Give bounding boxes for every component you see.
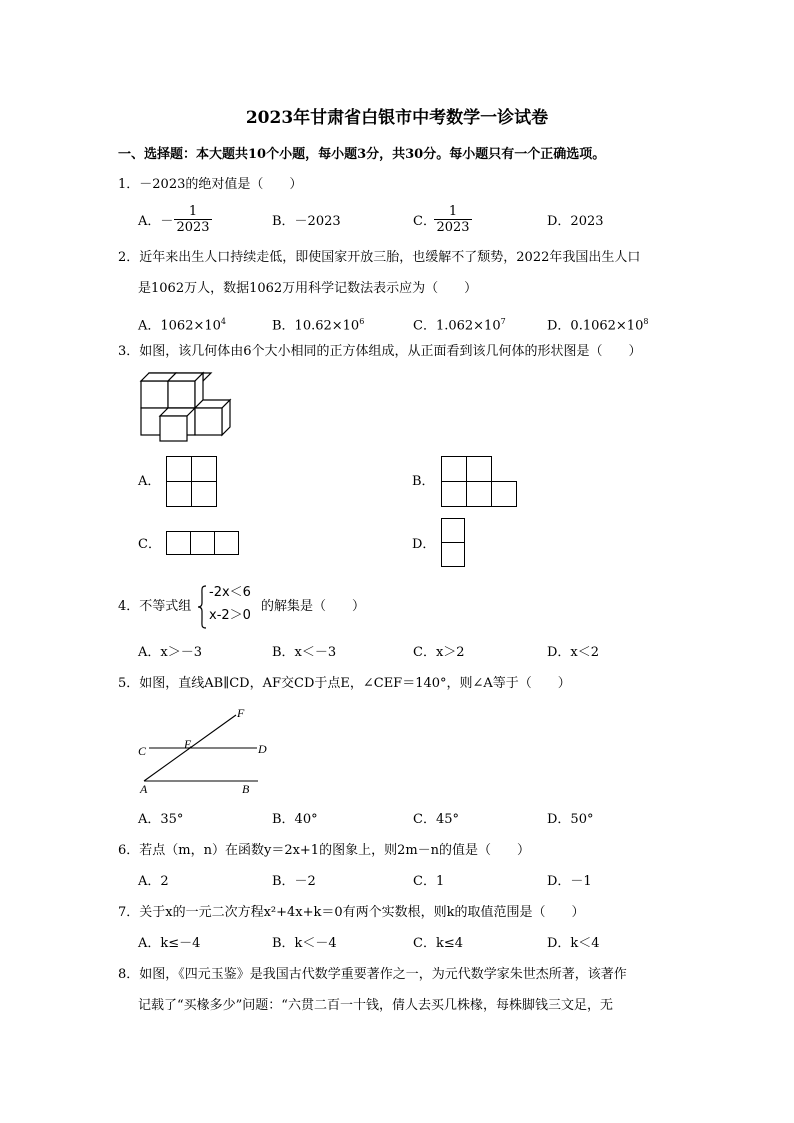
q7-option-a: A．k≤－4 [138, 936, 201, 951]
q5-parallel-lines-figure [132, 705, 282, 797]
q2-option-c [413, 314, 506, 334]
question-6-stem: 6．若点（m，n）在函数y＝2x+1的图象上，则2m－n的值是（ ） [118, 843, 531, 858]
q3-cube-figure [140, 372, 235, 442]
q1-c-numerator: 1 [448, 204, 458, 219]
q5-option-b: B．40° [272, 812, 318, 827]
q1-a-denominator: 2023 [176, 220, 210, 235]
q1-c-denominator: 2023 [436, 220, 470, 235]
question-8-line1: 8．如图，《四元玉鉴》是我国古代数学重要著作之一，为元代数学家朱世杰所著，该著作 [118, 967, 627, 982]
q2-option-d [547, 314, 648, 334]
q1-option-d: D．2023 [547, 214, 604, 229]
q4-option-d: D．x＜2 [547, 645, 600, 660]
q3-option-b-label: B． [412, 474, 435, 489]
q2-d-base: D．0.1062×10 [547, 318, 644, 334]
q5-option-a: A．35° [138, 812, 184, 827]
q2-c-exponent: 7 [500, 317, 506, 326]
question-4-prefix: 4．不等式组 [118, 599, 192, 614]
q6-option-b: B．－2 [272, 874, 316, 889]
q2-b-base: B．10.62×10 [272, 318, 360, 334]
q2-option-b [272, 314, 364, 334]
label-b: B [242, 782, 250, 796]
q1-a-numerator: 1 [188, 204, 198, 219]
q2-option-a [138, 314, 226, 334]
q4-inequality-1: -2x＜6 [209, 585, 251, 600]
q4-option-a: A．x＞－3 [138, 645, 202, 660]
q2-c-base: C．1.062×10 [413, 318, 501, 334]
question-5-stem: 5．如图，直线AB∥CD，AF交CD于点E，∠CEF＝140°，则∠A等于（ ） [118, 676, 571, 691]
q3-option-c-label: C． [138, 537, 161, 552]
q7-option-c: C．k≤4 [413, 936, 463, 951]
q4-option-c: C．x＞2 [413, 645, 465, 660]
q3-option-a-label: A． [138, 474, 161, 489]
q1-option-b: B．－2023 [272, 214, 341, 229]
question-2-line1: 2．近年来出生人口持续走低，即使国家开放三胎，也缓解不了颓势，2022年我国出生人口 [118, 250, 641, 265]
question-8-line2: 记载了“买椽多少”问题：“六贯二百一十钱，倩人去买几株椽，每株脚钱三文足，无 [138, 998, 613, 1013]
q1-option-a-label: A．－ [138, 214, 174, 229]
label-d: D [258, 742, 267, 756]
page-title: 2023年甘肃省白银市中考数学一诊试卷 [245, 108, 549, 128]
question-2-line2: 是1062万人，数据1062万用科学记数法表示应为（ ） [138, 281, 478, 296]
q3-option-d-label: D． [412, 537, 436, 552]
q1-option-c-fraction [434, 204, 472, 235]
label-e: E [184, 737, 192, 751]
q1-option-a-fraction [174, 204, 212, 235]
q4-inequality-2: x-2＞0 [209, 608, 251, 623]
question-1-stem: 1．－2023的绝对值是（ ） [118, 177, 303, 192]
q6-option-a: A．2 [138, 874, 169, 889]
q7-option-d: D．k＜4 [547, 936, 600, 951]
q2-b-exponent: 6 [359, 317, 365, 326]
q5-option-c: C．45° [413, 812, 459, 827]
q4-brace [197, 585, 207, 629]
question-7-stem: 7．关于x的一元二次方程x²+4x+k＝0有两个实数根，则k的取值范围是（ ） [118, 905, 585, 920]
q1-option-c-label: C． [413, 214, 436, 229]
q6-option-d: D．－1 [547, 874, 592, 889]
q2-d-exponent: 8 [643, 317, 649, 326]
label-a: A [140, 782, 148, 796]
question-3-stem: 3．如图，该几何体由6个大小相同的正方体组成，从正面看到该几何体的形状图是（ ） [118, 344, 642, 359]
q7-option-b: B．k＜－4 [272, 936, 337, 951]
q4-option-b: B．x＜－3 [272, 645, 337, 660]
q2-a-base: A．1062×10 [138, 318, 221, 334]
q2-a-exponent: 4 [220, 317, 227, 326]
label-c: C [138, 744, 147, 758]
q5-option-d: D．50° [547, 812, 594, 827]
q6-option-c: C．1 [413, 874, 445, 889]
question-4-suffix: 的解集是（ ） [261, 599, 366, 614]
label-f: F [237, 706, 245, 720]
section-heading: 一、选择题：本大题共10个小题，每小题3分，共30分。每小题只有一个正确选项。 [118, 147, 606, 162]
